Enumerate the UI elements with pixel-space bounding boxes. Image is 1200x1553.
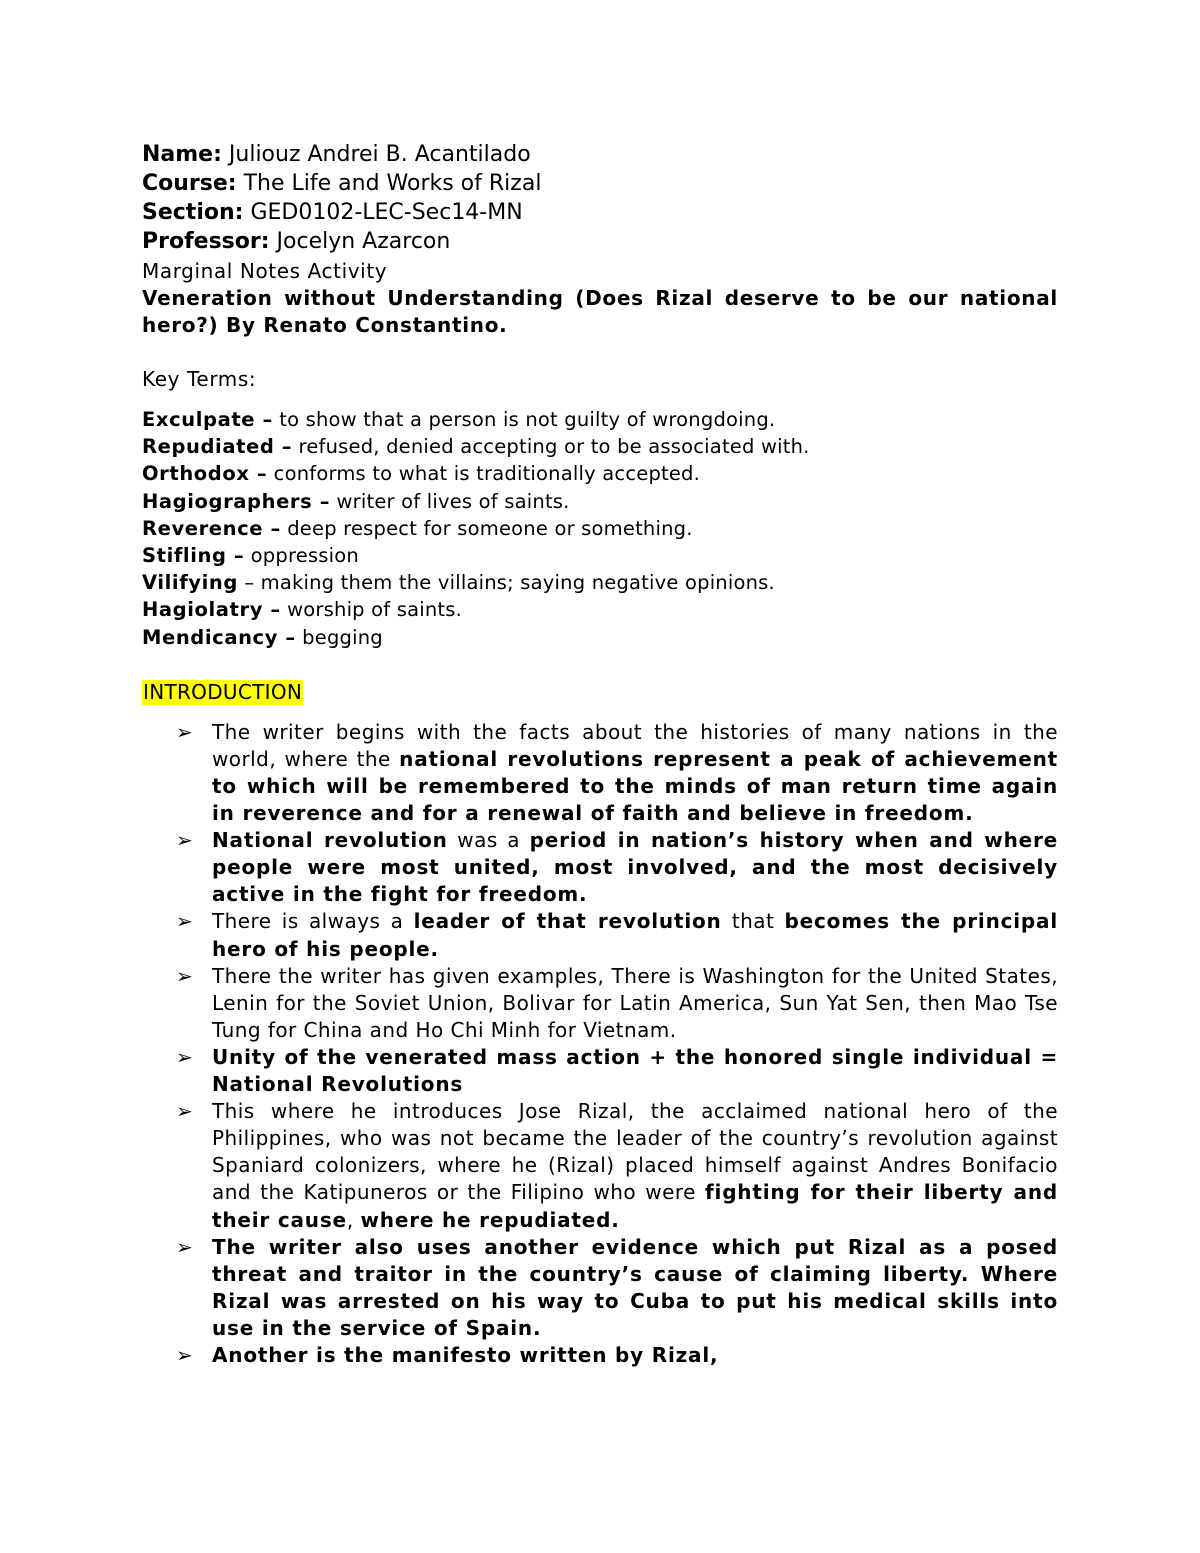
arrow-bullet-icon: ➢ xyxy=(176,1342,194,1367)
key-term: Vilifying xyxy=(142,571,238,595)
key-term-item xyxy=(142,433,1058,460)
bullet-text: was a xyxy=(447,828,530,853)
arrow-bullet-icon: ➢ xyxy=(176,909,194,934)
key-term-item xyxy=(142,596,1058,623)
key-term: Repudiated – xyxy=(142,435,293,459)
activity-title: Marginal Notes Activity xyxy=(142,259,388,283)
bullet-text-bold: National revolution xyxy=(212,828,448,853)
professor-value: Jocelyn Azarcon xyxy=(269,229,451,254)
bullet-item xyxy=(142,827,1058,908)
document-content xyxy=(142,140,1058,1369)
bullet-text-bold: Unity of the venerated mass action + the honored single individual = National Revolutions xyxy=(212,1044,1058,1097)
name-value: Juliouz Andrei B. Acantilado xyxy=(221,142,531,167)
key-term: Orthodox – xyxy=(142,462,268,486)
key-term: Hagiolatry – xyxy=(142,598,281,622)
key-term-definition: conforms to what is traditionally accepted. xyxy=(267,462,701,486)
bullet-text: This where he introduces Jose Rizal, the acclaimed national hero of the Philippines, who was not became the leader of the country’s revolution against Spaniard colonizers, where he (Rizal) placed himself against Andres Bonifacio and the Katipuneros or the Filipino who were xyxy=(212,1099,1058,1205)
key-term-definition: refused, denied accepting or to be associated with. xyxy=(292,435,810,459)
key-term-definition: to show that a person is not guilty of wrongdoing. xyxy=(272,408,776,431)
introduction-bullets xyxy=(142,719,1058,1369)
bullet-item xyxy=(142,908,1058,962)
key-terms-heading: Key Terms: xyxy=(142,367,257,391)
bullet-text: There the writer has given examples, There is Washington for the United States, Lenin for the Soviet Union, Bolivar for Latin America, Sun Yat Sen, then Mao Tse Tung for China and Ho Chi Minh for Vietnam. xyxy=(212,963,1058,1042)
professor-label: Professor: xyxy=(142,229,270,254)
bullet-item xyxy=(142,1342,1058,1369)
name-label: Name: xyxy=(142,142,222,167)
key-term-definition: – making them the villains; saying negative opinions. xyxy=(237,571,775,595)
bullet-item xyxy=(142,719,1058,827)
bullet-text-bold: where he repudiated. xyxy=(360,1207,620,1232)
bullet-text: There is always a xyxy=(212,909,414,934)
bullet-text-bold: period in nation’s history when and where people were most united, most involved, and the most decisively active in the fight for freedom. xyxy=(212,828,1059,907)
professor-line xyxy=(142,227,1058,256)
document-title: Veneration without Understanding (Does Rizal deserve to be our national hero?) By Renato Constantino. xyxy=(142,286,1058,337)
key-term: Reverence – xyxy=(142,516,281,540)
course-label: Course: xyxy=(142,171,237,196)
bullet-text-bold: leader of that revolution xyxy=(413,909,722,934)
bullet-item xyxy=(142,1098,1058,1233)
arrow-bullet-icon: ➢ xyxy=(176,719,194,744)
bullet-text: , xyxy=(346,1207,361,1232)
key-term: Stifling – xyxy=(142,544,245,568)
bullet-text-bold: national revolutions represent a peak of achievement to which will be remembered to the minds of man return time again in reverence and for a renewal of faith and believe in freedom. xyxy=(212,746,1058,826)
course-line xyxy=(142,169,1058,198)
bullet-text-bold: Another is the manifesto written by Rizal, xyxy=(212,1342,719,1367)
course-value: The Life and Works of Rizal xyxy=(236,171,542,196)
bullet-text-bold: becomes the principal hero of his people. xyxy=(212,909,1058,961)
introduction-heading: INTRODUCTION xyxy=(143,679,303,704)
key-term-item xyxy=(142,460,1058,487)
bullet-item xyxy=(142,963,1058,1044)
arrow-bullet-icon: ➢ xyxy=(176,963,194,988)
bullet-item xyxy=(142,1044,1058,1098)
bullet-text-bold: The writer also uses another evidence which put Rizal as a posed threat and traitor in the country’s cause of claiming liberty. Where Rizal was arrested on his way to Cuba to put his medical skills into use in the service of Spain. xyxy=(212,1234,1058,1340)
name-line xyxy=(142,140,1058,169)
bullet-item xyxy=(142,1234,1058,1342)
section-label: Section: xyxy=(142,200,244,225)
key-term-item xyxy=(142,488,1058,515)
key-term-item xyxy=(142,515,1058,542)
arrow-bullet-icon: ➢ xyxy=(176,1044,194,1069)
key-term-definition: writer of lives of saints. xyxy=(330,489,570,513)
key-term-item xyxy=(142,542,1058,569)
key-term: Hagiographers – xyxy=(142,489,331,513)
key-term-item xyxy=(142,624,1058,651)
arrow-bullet-icon: ➢ xyxy=(176,1234,194,1259)
bullet-text: that xyxy=(721,909,785,934)
key-terms-list xyxy=(142,406,1058,651)
key-term-item xyxy=(142,569,1058,596)
bullet-text-bold: fighting for their liberty and their cause xyxy=(212,1180,1058,1232)
section-value: GED0102-LEC-Sec14-MN xyxy=(243,200,523,225)
arrow-bullet-icon: ➢ xyxy=(176,828,194,853)
key-term-definition: begging xyxy=(295,625,383,649)
key-term-definition: worship of saints. xyxy=(280,598,463,622)
key-term-definition: oppression xyxy=(244,544,359,568)
key-term: Exculpate – xyxy=(142,408,273,431)
key-term-definition: deep respect for someone or something. xyxy=(280,516,693,540)
key-term-item xyxy=(142,406,1058,433)
key-term: Mendicancy – xyxy=(142,625,296,649)
section-line xyxy=(142,198,1058,227)
bullet-text: The writer begins with the facts about the histories of many nations in the world, where the xyxy=(212,719,1058,771)
arrow-bullet-icon: ➢ xyxy=(176,1099,194,1124)
